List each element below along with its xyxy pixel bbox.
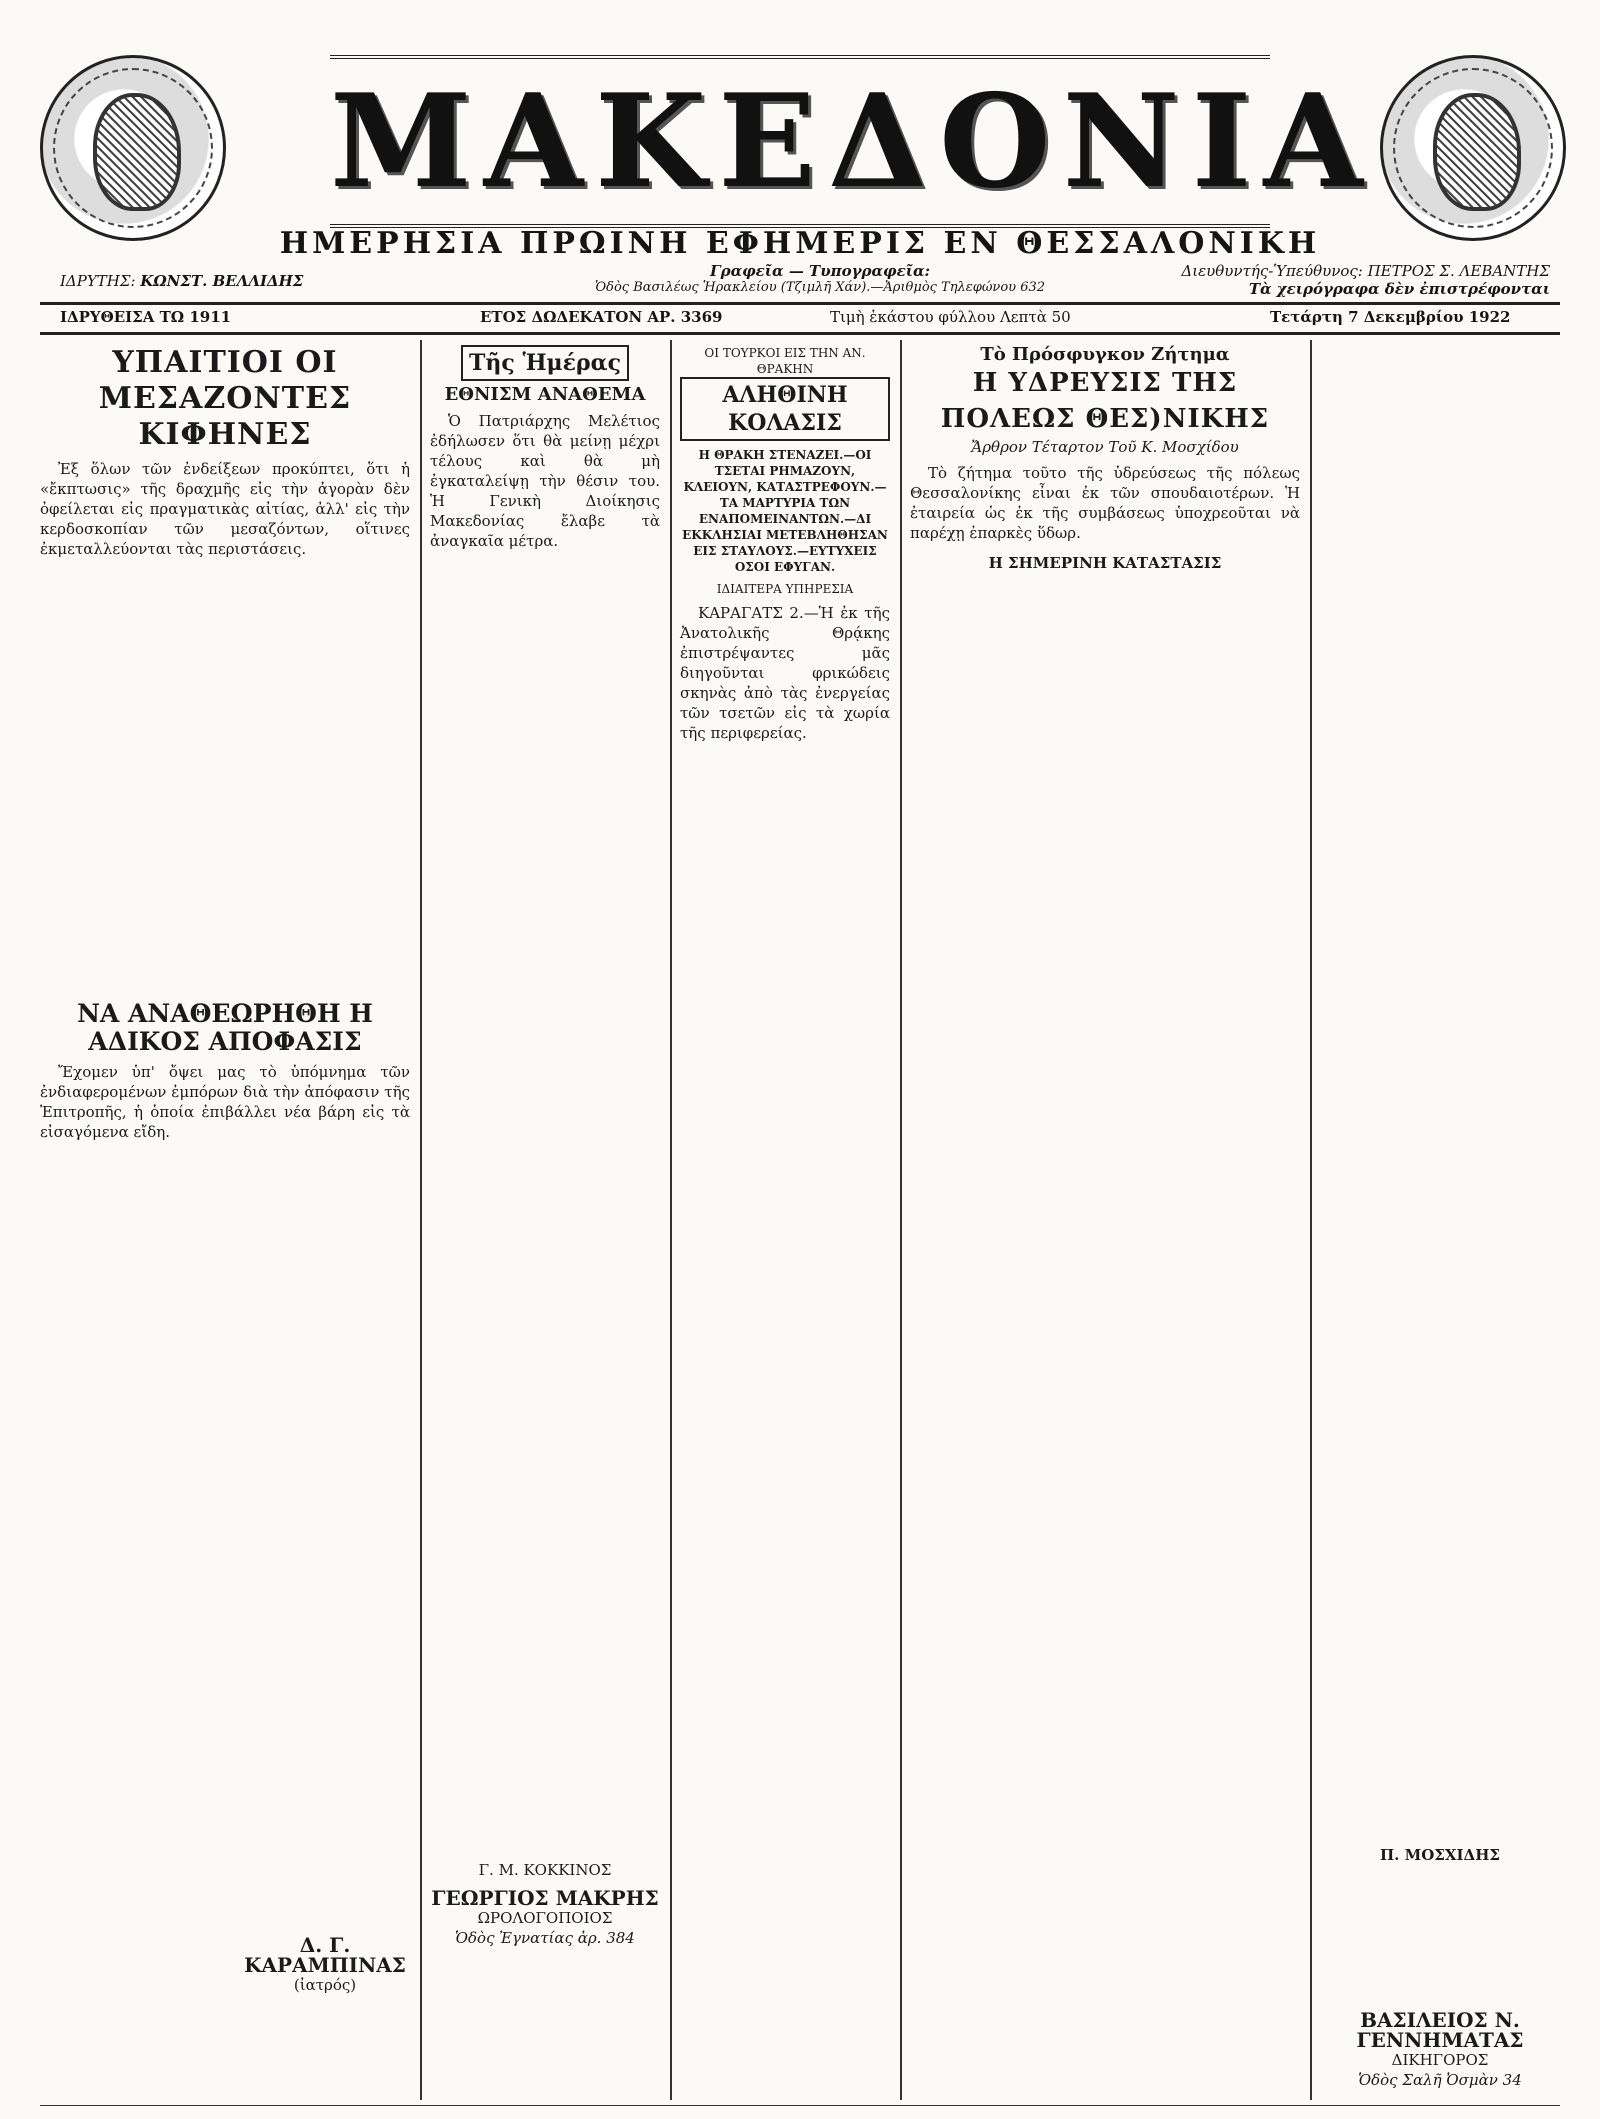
- newspaper-subtitle: ΗΜΕΡΗΣΙΑ ΠΡΩΙΝΗ ΕΦΗΜΕΡΙΣ ΕΝ ΘΕΣΣΑΛΟΝΙΚΗ: [279, 226, 1321, 261]
- column-3: [680, 345, 890, 749]
- date-rule: [40, 332, 1560, 335]
- column-5-footer: [1320, 1845, 1560, 1865]
- right-coin-emblem: [1380, 55, 1566, 241]
- kicker-thrace: ΟΙ ΤΟΥΡΚΟΙ ΕΙΣ ΤΗΝ ΑΝ. ΘΡΑΚΗΝ: [704, 346, 866, 376]
- owner-name: ΚΩΝΣΤ. ΒΕΛΛΙΔΗΣ: [140, 272, 304, 290]
- karampinas-name: Δ. Γ. ΚΑΡΑΜΠΙΝΑΣ: [244, 1933, 406, 1977]
- kokkinos-signature: Γ. Μ. ΚΟΚΚΙΝΟΣ: [478, 1861, 612, 1879]
- top-rule: [40, 302, 1560, 305]
- deck-thrace: Η ΘΡΑΚΗ ΣΤΕΝΑΖΕΙ.—ΟΙ ΤΣΕΤΑΙ ΡΗΜΑΖΟΥΝ, ΚΛΕΙΟΥΝ, ΚΑΤΑΣΤΡΕΦΟΥΝ.—ΤΑ ΜΑΡΤΥΡΙΑ ΤΩΝ ΕΝΑΠΟΜΕΙΝΑΝΤΩΝ.—ΔΙ ΕΚΚΛΗΣΙΑΙ ΜΕΤΕΒΛΗΘΗΣΑΝ ΕΙΣ ΣΤΑΥΛΟΥΣ.—ΕΥΤΥΧΕΙΣ ΟΣΟΙ ΕΦΥΓΑΝ.: [682, 448, 888, 574]
- price-line: Τιμὴ ἑκάστου φύλλου Λεπτὰ 50: [830, 308, 1071, 326]
- section-tis-imeras-label: Τῆς Ἡμέρας: [461, 345, 629, 381]
- headline-kolasis-label: ΑΛΗΘΙΝΗ ΚΟΛΑΣΙΣ: [680, 377, 890, 441]
- article-anatheorisi-text: Ἔχομεν ὑπ' ὄψει μας τὸ ὑπόμνημα τῶν ἐνδιαφερομένων ἐμπόρων διὰ τὴν ἀπόφασιν τῆς Ἐπιτροπῆς, ἡ ὁποία ἐπιβάλλει νέα βάρη εἰς τὰ εἰσαγόμενα εἴδη.: [40, 1063, 410, 1141]
- ydreusis-text: Τὸ ζήτημα τοῦτο τῆς ὑδρεύσεως τῆς πόλεως Θεσσαλονίκης εἶναι ἐκ τῶν σπουδαιοτέρων. Ἡ ἐταιρεία ὡς ἐκ τῆς συμβάσεως ὑποχρεοῦται νὰ παρέχῃ ἐπαρκὲς ὕδωρ.: [910, 464, 1300, 542]
- owner-line: [60, 272, 303, 290]
- column-divider: [420, 340, 422, 2100]
- headline-kolasis: [680, 377, 890, 441]
- makris-trade: ΩΡΟΛΟΓΟΠΟΙΟΣ: [477, 1909, 613, 1927]
- column-divider: [670, 340, 672, 2100]
- column-4: [910, 345, 1300, 573]
- service-label: ΙΔΙΑΙΤΕΡΑ ΥΠΗΡΕΣΙΑ: [716, 582, 854, 596]
- makris-address: Ὁδὸς Ἐγνατίας ἀρ. 384: [455, 1929, 635, 1947]
- founded-line: ΙΔΡΥΘΕΙΣΑ ΤΩ 1911: [60, 308, 232, 326]
- left-coin-emblem: [40, 55, 226, 241]
- headline-anatheorisi: ΝΑ ΑΝΑΘΕΩΡΗΘΗ Η ΑΔΙΚΟΣ ΑΠΟΦΑΣΙΣ: [77, 999, 373, 1056]
- gennimatas-title: ΔΙΚΗΓΟΡΟΣ: [1391, 2051, 1489, 2069]
- bottom-rule: [40, 2105, 1560, 2106]
- gennimatas-address: Ὁδὸς Σαλῆ Ὀσμὰν 34: [1358, 2071, 1522, 2089]
- headline-mesazontes: ΥΠΑΙΤΙΟΙ ΟΙ ΜΕΣΑΖΟΝΤΕΣ ΚΙΦΗΝΕΣ: [98, 345, 352, 452]
- director-block: [1090, 262, 1550, 298]
- tis-imeras-text: Ὁ Πατριάρχης Μελέτιος ἐδήλωσεν ὅτι θὰ μείνῃ μέχρι τέλους καὶ θὰ μὴ ἐγκαταλείψῃ τὴν θέσιν του. Ἡ Γενικὴ Διοίκησις Μακεδονίας ἔλαβε τὰ ἀναγκαῖα μέτρα.: [430, 412, 660, 550]
- column-1-lower: [40, 1000, 410, 1148]
- masthead: [330, 55, 1375, 228]
- owner-label: ΙΔΡΥΤΗΣ:: [60, 272, 136, 290]
- karampinas-title: (ἰατρός): [293, 1976, 357, 1994]
- manuscripts-note: Τὰ χειρόγραφα δὲν ἐπιστρέφονται: [1248, 280, 1550, 298]
- moschidis-signature: Π. ΜΟΣΧΙΔΗΣ: [1380, 1846, 1500, 1864]
- offices-label: Γραφεῖα — Τυπογραφεῖα:: [709, 262, 931, 280]
- column-1: [40, 345, 410, 565]
- column-divider: [900, 340, 902, 2100]
- kolasis-text: ΚΑΡΑΓΑΤΣ 2.—Ἡ ἐκ τῆς Ἀνατολικῆς Θρᾴκης ἐπιστρέψαντες μᾶς διηγοῦνται φρικώδεις σκηνὰς ἀπὸ τὰς ἐνεργείας τῶν τσετῶν εἰς τὰ χωρία τῆς περιφερείας.: [680, 604, 890, 742]
- karampinas-ad: [240, 1935, 410, 1995]
- gennimatas-ad: [1320, 2010, 1560, 2090]
- column-2: [430, 345, 660, 557]
- offices-address: Ὁδὸς Βασιλέως Ἡρακλείου (Τζιμλῆ Χάν).—Ἀριθμὸς Τηλεφώνου 632: [594, 280, 1046, 295]
- gennimatas-name: ΒΑΣΙΛΕΙΟΣ Ν. ΓΕΝΝΗΜΑΤΑΣ: [1356, 2008, 1524, 2052]
- subhead-katastasis: Η ΣΗΜΕΡΙΝΗ ΚΑΤΑΣΤΑΣΙΣ: [988, 554, 1222, 572]
- makris-ad: [430, 1860, 660, 1948]
- section-tis-imeras: [430, 345, 660, 381]
- issue-number: ΕΤΟΣ ΔΩΔΕΚΑΤΟΝ ΑΡ. 3369: [480, 308, 723, 326]
- newspaper-title: ΜΑΚΕΔΟΝΙΑ: [330, 67, 1375, 217]
- column-divider: [1310, 340, 1312, 2100]
- section-prosfygon: Τὸ Πρόσφυγκον Ζήτημα: [980, 344, 1230, 365]
- ydreusis-byline: Ἄρθρον Τέταρτον Τοῦ Κ. Μοσχίδου: [971, 438, 1239, 456]
- kicker-anathema: ΕΘΝΙΣΜ ΑΝΑΘΕΜΑ: [444, 384, 646, 405]
- headline-ydreusis: Η ΥΔΡΕΥΣΙΣ ΤΗΣ ΠΟΛΕΩΣ ΘΕΣ)ΝΙΚΗΣ: [940, 368, 1270, 434]
- issue-date: Τετάρτη 7 Δεκεμβρίου 1922: [1270, 308, 1511, 326]
- offices-block: [560, 262, 1080, 295]
- makris-name: ΓΕΩΡΓΙΟΣ ΜΑΚΡΗΣ: [431, 1886, 659, 1910]
- article-mesazontes-text: Ἐξ ὅλων τῶν ἐνδείξεων προκύπτει, ὅτι ἡ «ἔκπτωσις» τῆς δραχμῆς εἰς τὴν ἀγορὰν δὲν ὀφείλεται εἰς πραγματικὰς αἰτίας, ἀλλ' εἰς τὴν κερδοσκοπίαν τῶν μεσαζόντων, οἵτινες ἐκμεταλλεύονται τὰς περιστάσεις.: [40, 460, 410, 558]
- director-line: Διευθυντής-Ὑπεύθυνος: ΠΕΤΡΟΣ Σ. ΛΕΒΑΝΤΗΣ: [1181, 262, 1550, 280]
